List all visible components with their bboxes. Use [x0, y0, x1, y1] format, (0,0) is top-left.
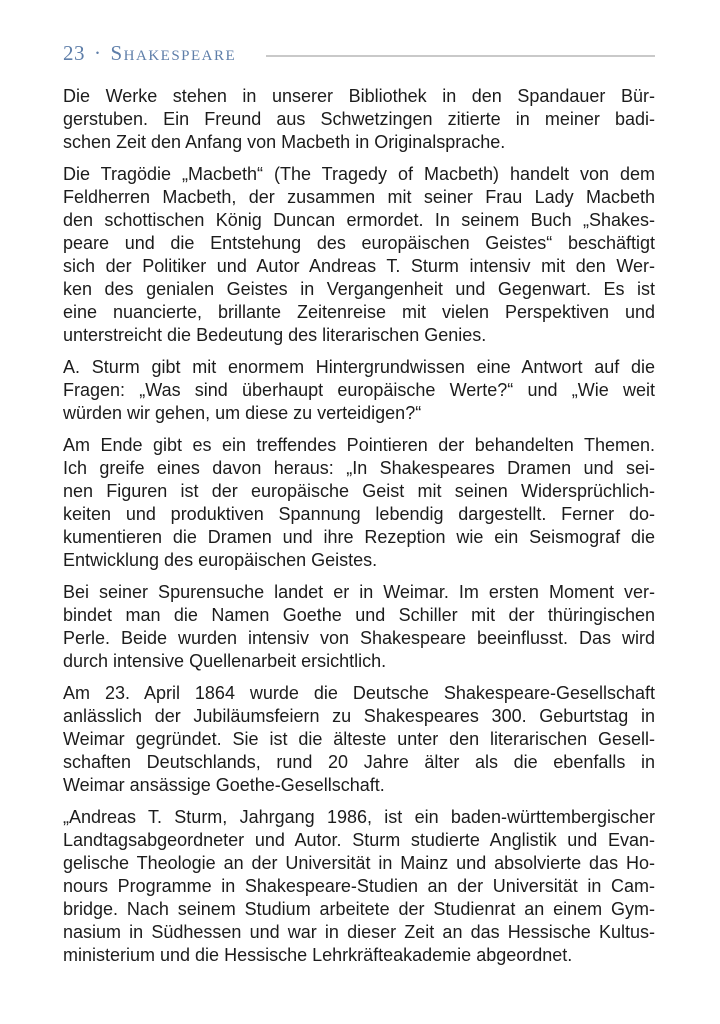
- text-line: Bei seiner Spurensuche landet er in Weimar. Im ersten Moment ver-: [63, 582, 655, 602]
- text-line: ken des genialen Geistes in Vergangenheit und Gegenwart. Es ist: [63, 279, 655, 299]
- paragraph: [63, 806, 655, 967]
- text-line: keiten und produktiven Spannung lebendig dargestellt. Ferner do-: [63, 504, 655, 524]
- text-line: anlässlich der Jubiläumsfeiern zu Shakespeares 300. Geburtstag in: [63, 706, 655, 726]
- text-line: bridge. Nach seinem Studium arbeitete der Studienrat an einem Gym-: [63, 899, 655, 919]
- text-line: ministerium und die Hessische Lehrkräfteakademie abgeordnet.: [63, 945, 573, 965]
- text-line: gerstuben. Ein Freund aus Schwetzingen zitierte in meiner badi-: [63, 109, 655, 129]
- text-line: gelische Theologie an der Universität in Mainz und absolvierte das Ho-: [63, 853, 655, 873]
- text-line: unterstreicht die Bedeutung des literarischen Genies.: [63, 325, 487, 345]
- text-line: „Andreas T. Sturm, Jahrgang 1986, ist ein baden-württembergischer: [63, 807, 655, 827]
- text-line: nen Figuren ist der europäische Geist mit seinen Widersprüchlich-: [63, 481, 655, 501]
- text-line: Ich greife eines davon heraus: „In Shakespeares Dramen und sei-: [63, 458, 655, 478]
- text-line: sich der Politiker und Autor Andreas T. Sturm intensiv mit den Wer-: [63, 256, 655, 276]
- text-line: Feldherren Macbeth, der zusammen mit seiner Frau Lady Macbeth: [63, 187, 655, 207]
- header-rule: [266, 55, 655, 57]
- text-line: A. Sturm gibt mit enormem Hintergrundwissen eine Antwort auf die: [63, 357, 655, 377]
- paragraph: [63, 163, 655, 347]
- text-line: Die Tragödie „Macbeth“ (The Tragedy of Macbeth) handelt von dem: [63, 164, 655, 184]
- page-header: [63, 42, 655, 64]
- paragraph: [63, 356, 655, 425]
- text-line: den schottischen König Duncan ermordet. In seinem Buch „Shakes-: [63, 210, 655, 230]
- text-line: Weimar ansässige Goethe-Gesellschaft.: [63, 775, 385, 795]
- text-line: durch intensive Quellenarbeit ersichtlich.: [63, 651, 387, 671]
- text-line: Die Werke stehen in unserer Bibliothek in den Spandauer Bür-: [63, 86, 655, 106]
- text-line: schen Zeit den Anfang von Macbeth in Originalsprache.: [63, 132, 506, 152]
- page-title: Shakespeare: [110, 41, 237, 65]
- text-line: eine nuancierte, brillante Zeitenreise mit vielen Perspektiven und: [63, 302, 655, 322]
- separator-dot-icon: ·: [94, 41, 102, 65]
- text-line: nasium in Südhessen und war in dieser Zeit an das Hessische Kultus-: [63, 922, 655, 942]
- text-line: Am Ende gibt es ein treffendes Pointieren der behandelten Themen.: [63, 435, 655, 455]
- text-line: Fragen: „Was sind überhaupt europäische Werte?“ und „Wie weit: [63, 380, 655, 400]
- paragraph: [63, 85, 655, 154]
- text-line: würden wir gehen, um diese zu verteidigen?“: [63, 403, 422, 423]
- page-body: [63, 85, 655, 967]
- text-line: Landtagsabgeordneter und Autor. Sturm studierte Anglistik und Evan-: [63, 830, 655, 850]
- text-line: Entwicklung des europäischen Geistes.: [63, 550, 378, 570]
- paragraph: [63, 682, 655, 797]
- text-line: kumentieren die Dramen und ihre Rezeption wie ein Seismograf die: [63, 527, 655, 547]
- text-line: nours Programme in Shakespeare-Studien an der Universität in Cam-: [63, 876, 655, 896]
- text-line: Weimar gegründet. Sie ist die älteste unter den literarischen Gesell-: [63, 729, 655, 749]
- text-line: peare und die Entstehung des europäischen Geistes“ beschäftigt: [63, 233, 655, 253]
- text-line: Perle. Beide wurden intensiv von Shakespeare beeinflusst. Das wird: [63, 628, 655, 648]
- text-line: Am 23. April 1864 wurde die Deutsche Shakespeare-Gesellschaft: [63, 683, 655, 703]
- text-line: schaften Deutschlands, rund 20 Jahre älter als die ebenfalls in: [63, 752, 655, 772]
- paragraph: [63, 581, 655, 673]
- text-line: bindet man die Namen Goethe und Schiller mit der thüringischen: [63, 605, 655, 625]
- paragraph: [63, 434, 655, 572]
- page-number: 23: [63, 41, 85, 65]
